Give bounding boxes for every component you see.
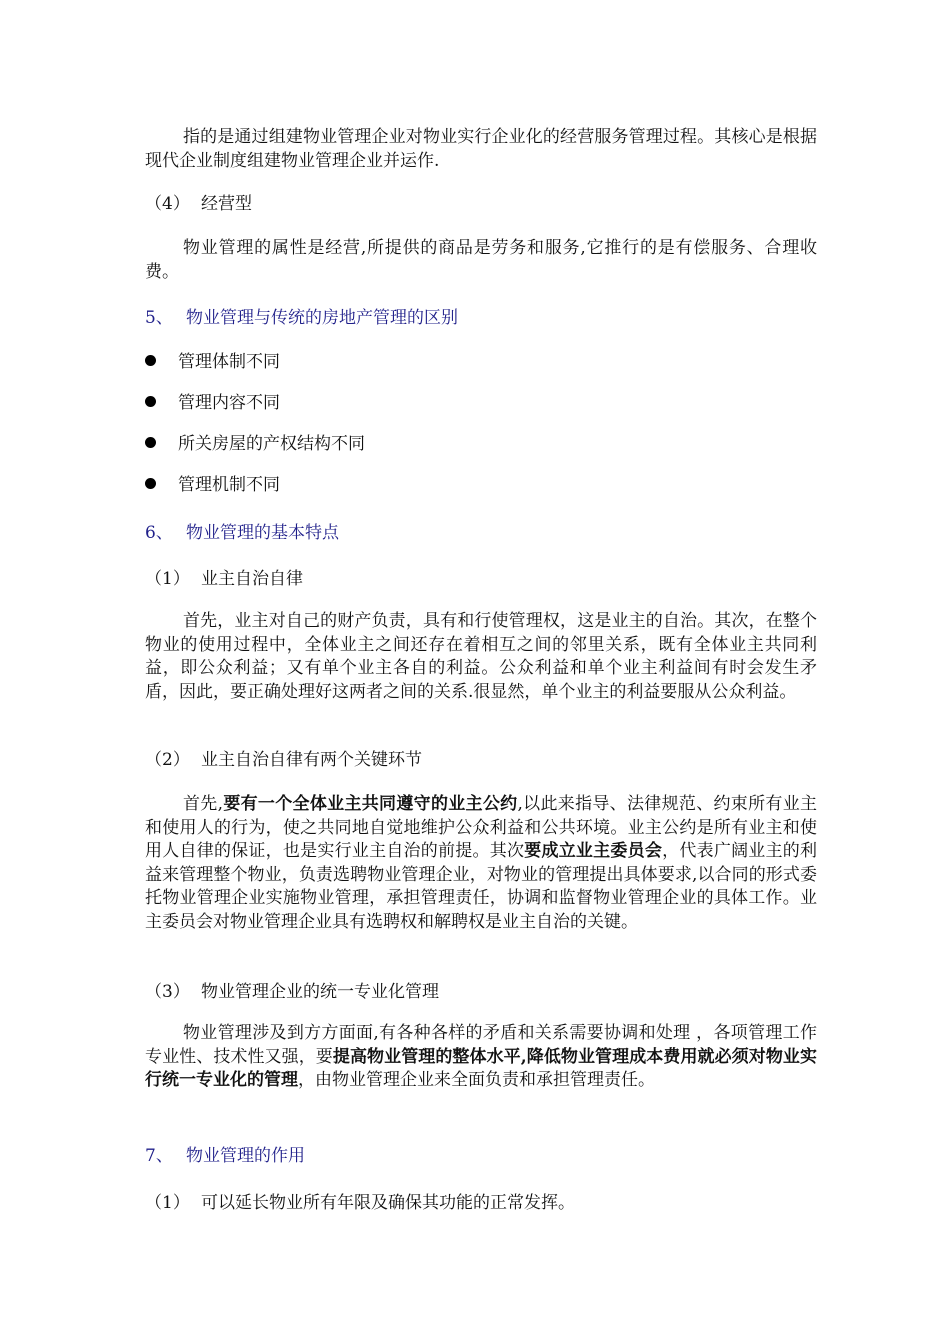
item-number: （4） — [145, 194, 190, 214]
section-number: 6、 — [145, 523, 173, 543]
section-number: 7、 — [145, 1146, 173, 1166]
section-7-heading — [145, 1145, 305, 1167]
bullet-item — [145, 392, 280, 414]
text-run: 首先, — [183, 794, 224, 814]
paragraph-6-2 — [145, 793, 817, 934]
item-label: 物业管理企业的统一专业化管理 — [201, 982, 439, 1002]
text-run: ,以此来指导、法律规范、约束所有业主和使用人的行为，使之共同地自觉地维护公众利益和公共环境。业主公约是所有业主和使用人自律的保证，也是实行业主自治的前提。其次 — [145, 794, 818, 861]
paragraph-item4: 物业管理的属性是经营,所提供的商品是劳务和服务,它推行的是有偿服务、合理收费。 — [145, 238, 817, 282]
item-6-1 — [145, 568, 303, 590]
bullet-icon — [145, 437, 156, 448]
paragraph-intro: 指的是通过组建物业管理企业对物业实行企业化的经营服务管理过程。其核心是根据现代企业制度组建物业管理企业并运作. — [145, 127, 817, 171]
item-6-3 — [145, 981, 439, 1003]
text-run: ，代表广阔业主的利益来管理整个物业，负责选聘物业管理企业，对物业的管理提出具体要求,以合同的形式委托物业管理企业实施物业管理，承担管理责任，协调和监督物业管理企业的具体工作。业主委员会对物业管理企业具有选聘权和解聘权是业主自治的关键。 — [145, 841, 818, 932]
paragraph-6-3 — [145, 1022, 817, 1093]
bold-text-run: 提高物业管理的整体水平,降低物业管理成本费用就必须对物业实行统一专业化的管理 — [145, 1046, 818, 1090]
bullet-icon — [145, 478, 156, 489]
bullet-item — [145, 433, 365, 455]
item-number: （1） — [145, 569, 190, 589]
bold-text-run: 要有一个全体业主共同遵守的业主公约 — [223, 794, 518, 814]
bullet-item — [145, 351, 280, 373]
text-run: ，由物业管理企业来全面负责和承担管理责任。 — [298, 1070, 655, 1090]
item-label: 业主自治自律有两个关键环节 — [201, 750, 422, 770]
item-number: （3） — [145, 982, 190, 1002]
item-7-1 — [145, 1192, 575, 1214]
section-5-heading — [145, 307, 458, 329]
item-4 — [145, 193, 252, 215]
section-6-heading — [145, 522, 339, 544]
section-number: 5、 — [145, 308, 173, 328]
text-run: 物业管理涉及到方方面面,有各种各样的矛盾和关系需要协调和处理 ，各项管理工作专业性、技术性又强，要 — [145, 1023, 817, 1067]
bullet-text: 所关房屋的产权结构不同 — [178, 434, 365, 454]
bullet-icon — [145, 355, 156, 366]
bullet-text: 管理内容不同 — [178, 393, 280, 413]
bullet-icon — [145, 396, 156, 407]
bold-text-run: 要成立业主委员会 — [524, 841, 663, 861]
section-title: 物业管理的基本特点 — [186, 523, 339, 543]
item-label: 经营型 — [201, 194, 252, 214]
paragraph-6-1: 首先，业主对自己的财产负责，具有和行使管理权，这是业主的自治。其次，在整个物业的使用过程中，全体业主之间还存在着相互之间的邻里关系，既有全体业主共同利益，即公众利益；又有单个业主各自的利益。公众利益和单个业主利益间有时会发生矛盾，因此，要正确处理好这两者之间的关系.很显然，单个业主的利益要服从公众利益。 — [145, 611, 817, 702]
bullet-item — [145, 474, 280, 496]
section-title: 物业管理与传统的房地产管理的区别 — [186, 308, 458, 328]
item-label: 业主自治自律 — [201, 569, 303, 589]
item-label: 可以延长物业所有年限及确保其功能的正常发挥。 — [201, 1193, 575, 1213]
item-number: （1） — [145, 1193, 190, 1213]
item-6-2 — [145, 749, 422, 771]
item-number: （2） — [145, 750, 190, 770]
bullet-text: 管理机制不同 — [178, 475, 280, 495]
bullet-text: 管理体制不同 — [178, 352, 280, 372]
section-title: 物业管理的作用 — [186, 1146, 305, 1166]
